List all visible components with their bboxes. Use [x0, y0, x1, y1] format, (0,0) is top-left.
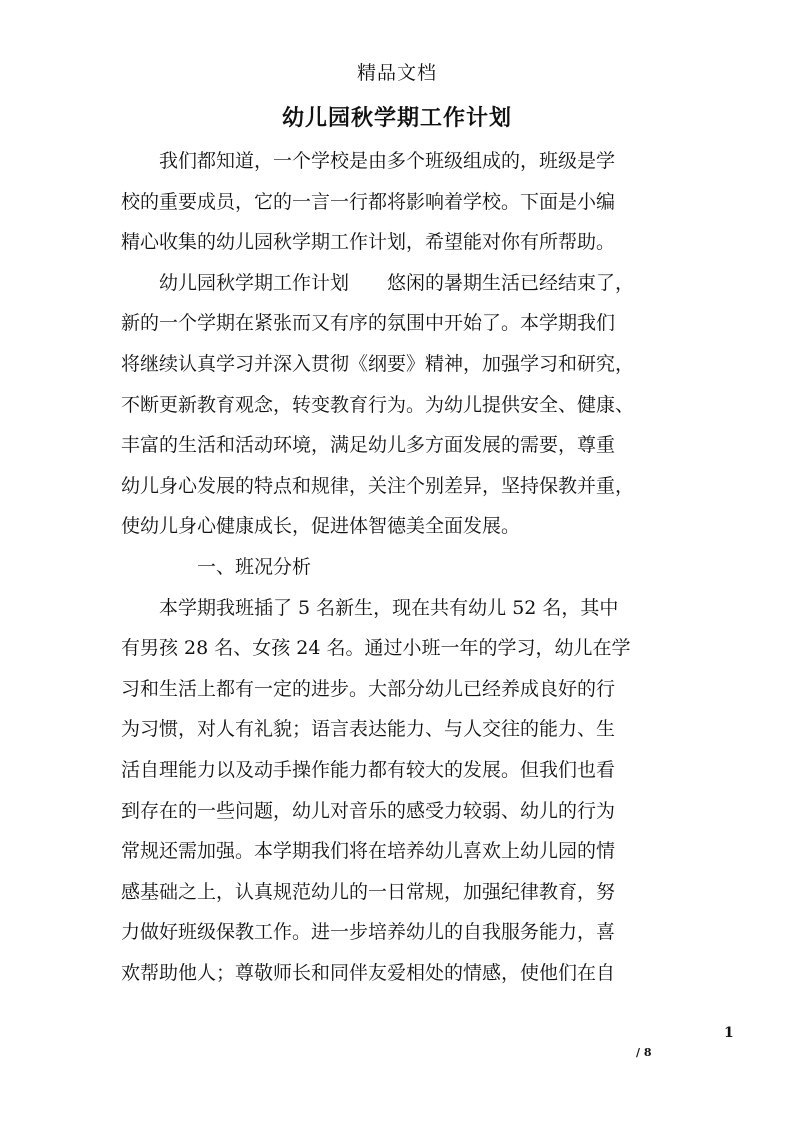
page-total: / 8: [636, 1046, 652, 1059]
text-line-5: 新的一个学期在紧张而又有序的氛围中开始了。本学期我们: [121, 312, 616, 335]
text-line-2: 校的重要成员，它的一言一行都将影响着学校。下面是小编: [121, 190, 616, 213]
text-line-3: 精心收集的幼儿园秋学期工作计划，希望能对你有所帮助。: [121, 231, 616, 254]
text-line-17: 到存在的一些问题，幼儿对音乐的感受力较弱、幼儿的行为: [121, 799, 616, 822]
text-line-7: 不断更新教育观念，转变教育行为。为幼儿提供安全、健康、: [121, 393, 635, 416]
document-header: 精品文档: [356, 62, 437, 84]
page-number: 1: [724, 1025, 734, 1041]
text-line-13: 有男孩 28 名、女孩 24 名。通过小班一年的学习，幼儿在学: [121, 637, 631, 660]
text-line-16: 活自理能力以及动手操作能力都有较大的发展。但我们也看: [121, 758, 616, 781]
text-line-15: 为习惯，对人有礼貌；语言表达能力、与人交往的能力、生: [121, 718, 616, 741]
text-line-12: 本学期我班插了 5 名新生，现在共有幼儿 52 名，其中: [121, 596, 619, 619]
text-line-21: 欢帮助他人；尊敬师长和同伴友爱相处的情感，使他们在自: [121, 961, 616, 984]
text-line-1: 我们都知道，一个学校是由多个班级组成的，班级是学: [121, 150, 616, 172]
document-title: 幼儿园秋学期工作计划: [281, 105, 512, 131]
text-line-10: 使幼儿身心健康成长，促进体智德美全面发展。: [121, 515, 521, 538]
text-line-14: 习和生活上都有一定的进步。大部分幼儿已经养成良好的行: [121, 677, 616, 700]
section-heading: 一、班况分析: [121, 555, 312, 578]
text-line-8: 丰富的生活和活动环境，满足幼儿多方面发展的需要，尊重: [121, 434, 616, 457]
text-line-4: 幼儿园秋学期工作计划 悠闲的暑期生活已经结束了，: [121, 271, 635, 294]
text-line-9: 幼儿身心发展的特点和规律，关注个别差异，坚持保教并重，: [121, 474, 635, 497]
text-line-18: 常规还需加强。本学期我们将在培养幼儿喜欢上幼儿园的情: [121, 840, 616, 863]
text-line-19: 感基础之上，认真规范幼儿的一日常规，加强纪律教育，努: [121, 880, 616, 903]
document-body: [121, 141, 681, 993]
text-line-6: 将继续认真学习并深入贯彻《纲要》精神，加强学习和研究，: [121, 352, 635, 375]
text-line-20: 力做好班级保教工作。进一步培养幼儿的自我服务能力，喜: [121, 921, 616, 944]
